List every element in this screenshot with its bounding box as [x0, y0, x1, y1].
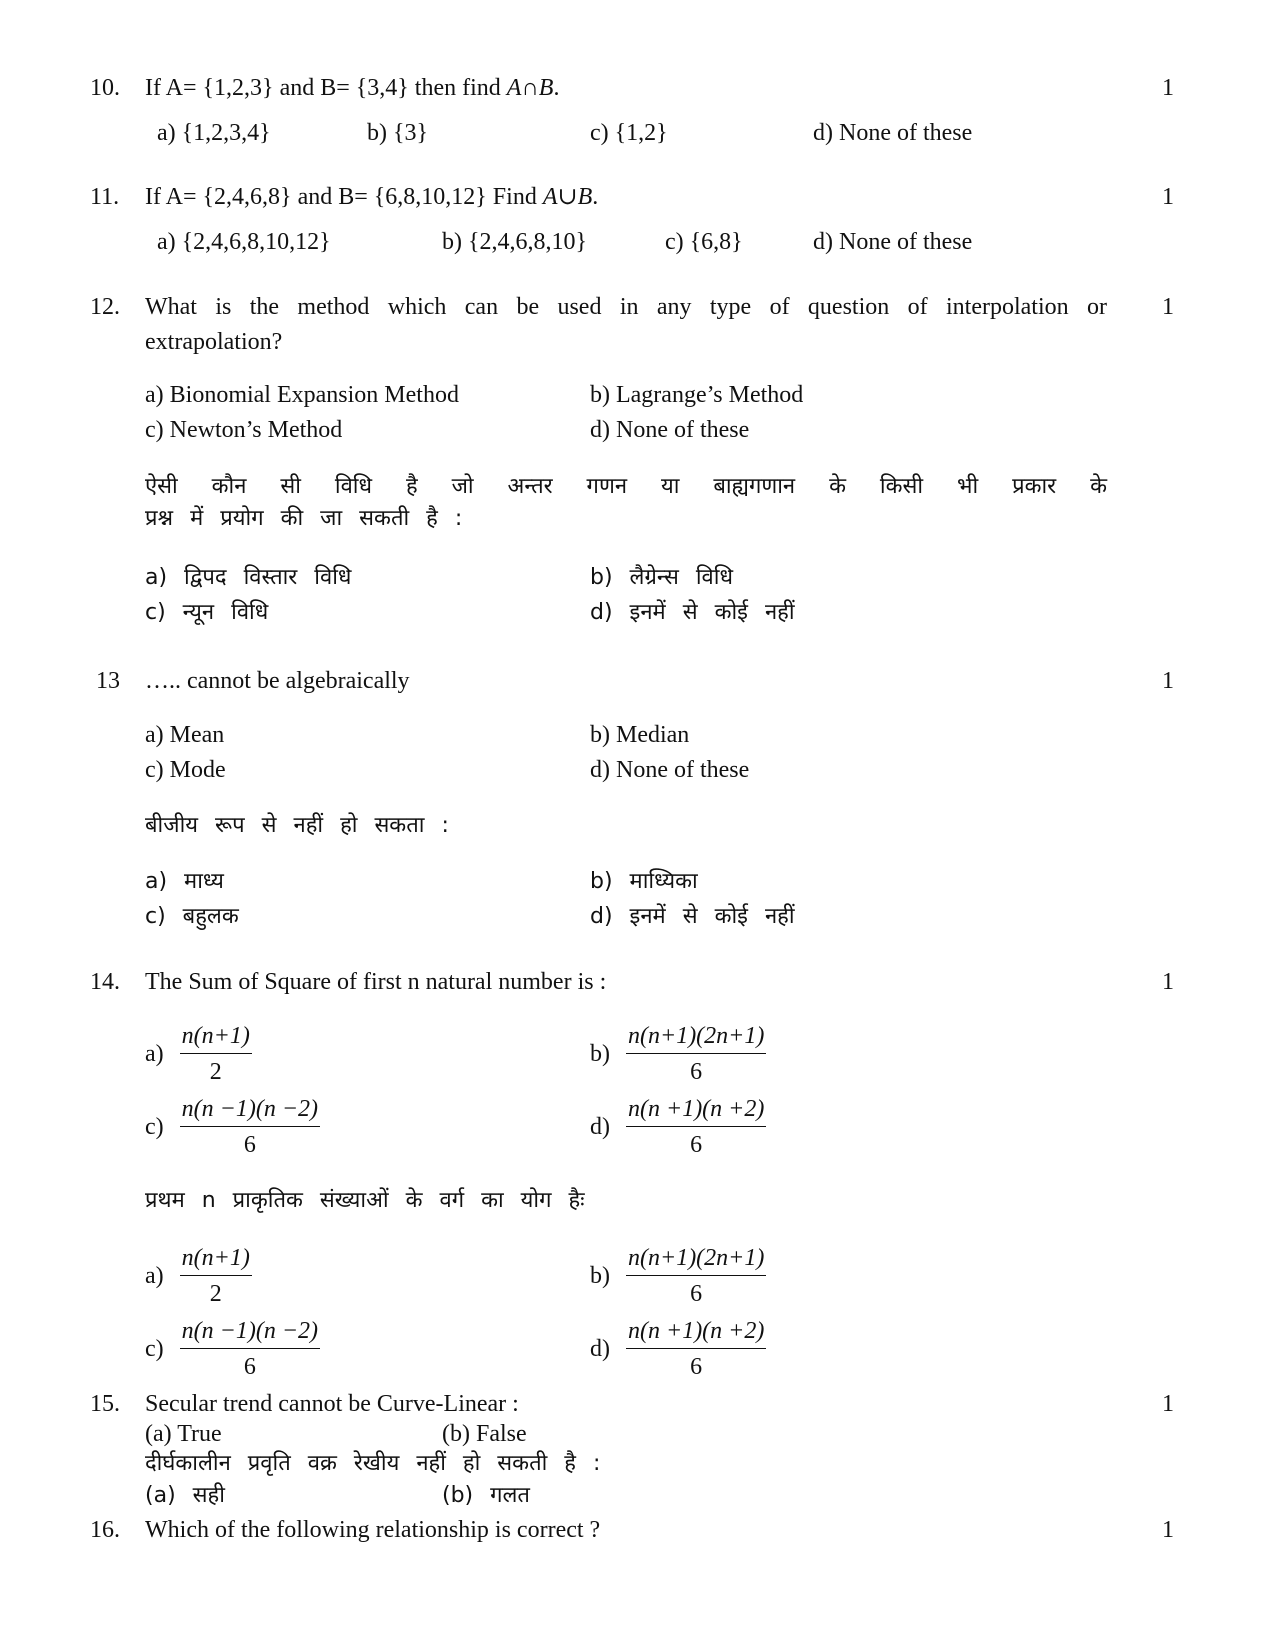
q14-option-a: a) $\frac{n(n+1)}{2}$ [145, 1023, 250, 1085]
q12-marks: 1 [1162, 294, 1174, 320]
q12-text-line2: extrapolation? [145, 329, 283, 355]
q14-hindi-option-c: c) $\frac{n(n -1)(n -2)}{6}$ [145, 1318, 319, 1380]
q10-option-a: a) {1,2,3,4} [157, 120, 271, 146]
q14-marks: 1 [1162, 969, 1174, 995]
q14-hindi-option-a: a) $\frac{n(n+1)}{2}$ [145, 1245, 250, 1307]
q12-text-line1: What is the method which can be used in any type of question of interpolation or [145, 294, 1107, 320]
q12-hindi-option-d: d) इनमें से कोई नहीं [590, 600, 795, 625]
q15-hindi-option-b: (b) गलत [442, 1483, 530, 1508]
q16-text: Which of the following relationship is correct ? [145, 1517, 601, 1543]
q12-hindi-option-a: a) द्विपद विस्तार विधि [145, 565, 352, 590]
q10-option-c: c) {1,2} [590, 120, 668, 146]
q15-hindi-text: दीर्घकालीन प्रवृति वक्र रेखीय नहीं हो सकती है : [145, 1451, 601, 1476]
q13-text: ….. cannot be algebraically [145, 668, 410, 694]
q10-marks: 1 [1162, 75, 1174, 101]
fraction: $\frac{n(n -1)(n -2)}{6}$ [181, 1318, 319, 1380]
q13-option-d: d) None of these [590, 757, 750, 783]
q13-option-c: c) Mode [145, 757, 226, 783]
q12-option-b: b) Lagrange’s Method [590, 382, 804, 408]
q14-option-c: c) $\frac{n(n -1)(n -2)}{6}$ [145, 1096, 319, 1158]
fraction: $\frac{n(n+1)}{2}$ [181, 1023, 250, 1085]
q15-hindi-option-a: (a) सही [145, 1483, 225, 1508]
q11-option-a: a) {2,4,6,8,10,12} [157, 229, 331, 255]
q10-text: If A= {1,2,3} and B= {3,4} then find A∩B. [145, 75, 560, 101]
q14-text: The Sum of Square of first n natural number is : [145, 969, 607, 995]
q12-option-c: c) Newton’s Method [145, 417, 343, 443]
q13-marks: 1 [1162, 668, 1174, 694]
q13-hindi-option-c: c) बहुलक [145, 904, 239, 929]
fraction: $\frac{n(n+1)(2n+1)}{6}$ [628, 1245, 765, 1307]
fraction: $\frac{n(n +1)(n +2)}{6}$ [628, 1096, 765, 1158]
q12-number: 12. [90, 294, 120, 320]
q14-hindi-option-d: d) $\frac{n(n +1)(n +2)}{6}$ [590, 1318, 765, 1380]
q15-marks: 1 [1162, 1391, 1174, 1417]
fraction: $\frac{n(n +1)(n +2)}{6}$ [628, 1318, 765, 1380]
q13-option-b: b) Median [590, 722, 690, 748]
q14-hindi-option-b: b) $\frac{n(n+1)(2n+1)}{6}$ [590, 1245, 765, 1307]
q12-hindi-line1: ऐसी कौन सी विधि है जो अन्तर गणन या बाह्यगणान के किसी भी प्रकार के [145, 474, 1107, 499]
q13-hindi-option-a: a) माध्य [145, 869, 224, 894]
q16-marks: 1 [1162, 1517, 1174, 1543]
fraction: $\frac{n(n+1)}{2}$ [181, 1245, 250, 1307]
q15-number: 15. [90, 1391, 120, 1417]
q10-option-d: d) None of these [813, 120, 973, 146]
q14-number: 14. [90, 969, 120, 995]
q15-option-b: (b) False [442, 1421, 527, 1447]
q12-hindi-option-b: b) लैग्रेन्स विधि [590, 565, 733, 590]
q16-number: 16. [90, 1517, 120, 1543]
q15-text: Secular trend cannot be Curve-Linear : [145, 1391, 519, 1417]
q15-option-a: (a) True [145, 1421, 222, 1447]
q13-number: 13 [96, 668, 120, 694]
q14-option-b: b) $\frac{n(n+1)(2n+1)}{6}$ [590, 1023, 765, 1085]
q11-marks: 1 [1162, 184, 1174, 210]
q14-option-d: d) $\frac{n(n +1)(n +2)}{6}$ [590, 1096, 765, 1158]
q11-option-b: b) {2,4,6,8,10} [442, 229, 588, 255]
q13-hindi-option-d: d) इनमें से कोई नहीं [590, 904, 795, 929]
q10-number: 10. [90, 75, 120, 101]
q10-option-b: b) {3} [367, 120, 429, 146]
q13-option-a: a) Mean [145, 722, 225, 748]
q13-hindi-text: बीजीय रूप से नहीं हो सकता : [145, 813, 449, 838]
q11-number: 11. [90, 184, 120, 210]
q11-option-d: d) None of these [813, 229, 973, 255]
q11-text: If A= {2,4,6,8} and B= {6,8,10,12} Find A∪B. [145, 184, 599, 210]
q12-hindi-line2: प्रश्न में प्रयोग की जा सकती है : [145, 506, 463, 531]
q14-hindi-text: प्रथम n प्राकृतिक संख्याओं के वर्ग का योग हैः [145, 1188, 585, 1213]
q12-option-d: d) None of these [590, 417, 750, 443]
fraction: $\frac{n(n+1)(2n+1)}{6}$ [628, 1023, 765, 1085]
q11-option-c: c) {6,8} [665, 229, 743, 255]
q12-hindi-option-c: c) न्यून विधि [145, 600, 269, 625]
fraction: $\frac{n(n -1)(n -2)}{6}$ [181, 1096, 319, 1158]
q13-hindi-option-b: b) माध्यिका [590, 869, 698, 894]
q12-option-a: a) Bionomial Expansion Method [145, 382, 459, 408]
